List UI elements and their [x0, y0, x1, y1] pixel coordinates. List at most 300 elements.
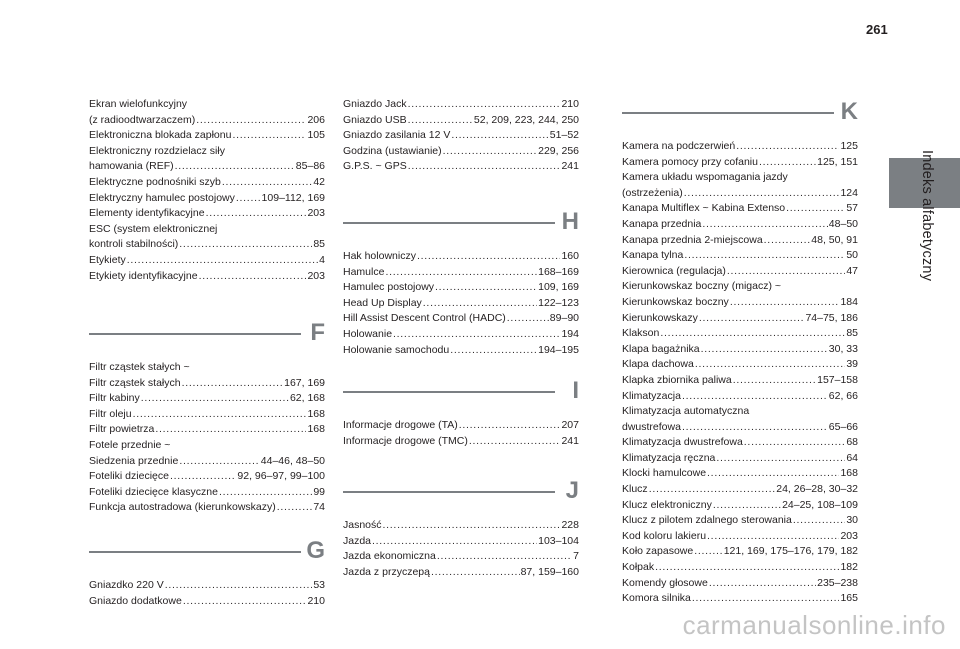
- entry-pages: 235–238: [817, 576, 858, 589]
- index-entry: [622, 451, 858, 467]
- entry-term: Informacje drogowe (TMC): [343, 434, 468, 447]
- dot-leader: [682, 420, 828, 436]
- index-entry: [622, 264, 858, 280]
- entry-term: Foteliki dziecięce klasyczne: [89, 485, 218, 498]
- entry-term: Klucz: [622, 483, 648, 496]
- index-entry: [343, 249, 579, 265]
- dot-leader: [694, 544, 722, 560]
- dot-leader: [183, 594, 307, 610]
- dot-leader: [277, 500, 313, 516]
- entry-pages: 7: [573, 550, 579, 563]
- entry-pages: 229, 256: [538, 144, 579, 157]
- entry-pages: 24, 26–28, 30–32: [776, 483, 858, 496]
- index-entry: [89, 578, 325, 594]
- index-entry: [622, 139, 858, 155]
- index-entry: [89, 376, 325, 392]
- entry-term: Filtr powietrza: [89, 423, 155, 436]
- index-group: [343, 97, 579, 175]
- index-entry: [622, 279, 858, 295]
- entry-term: Kamera układu wspomagania jazdy: [622, 171, 788, 184]
- section-rule: [89, 551, 301, 553]
- index-group: [343, 249, 579, 358]
- dot-leader: [699, 311, 805, 327]
- entry-pages: 103–104: [538, 534, 579, 547]
- dot-leader: [707, 529, 839, 545]
- entry-pages: 168: [307, 423, 325, 436]
- index-group: [622, 139, 858, 607]
- dot-leader: [423, 296, 537, 312]
- entry-pages: 62, 66: [828, 389, 858, 402]
- dot-leader: [707, 466, 839, 482]
- entry-term: Komora silnika: [622, 592, 691, 605]
- entry-pages: 203: [307, 207, 325, 220]
- index-entry: [343, 534, 579, 550]
- entry-term: Fotele przednie ~: [89, 438, 171, 451]
- entry-term: Holowanie: [343, 327, 393, 340]
- index-entry: [622, 529, 858, 545]
- dot-leader: [437, 549, 572, 565]
- entry-term: Foteliki dziecięce: [89, 470, 169, 483]
- entry-term: Filtr cząstek stałych ~: [89, 361, 190, 373]
- index-entry: [343, 565, 579, 581]
- dot-leader: [727, 264, 845, 280]
- index-entry: [343, 418, 579, 434]
- entry-pages: 109, 169: [538, 281, 579, 294]
- entry-pages: 74: [313, 501, 325, 514]
- index-entry: [343, 518, 579, 534]
- entry-pages: 4: [319, 253, 325, 266]
- entry-term: Elektryczny hamulec postojowy: [89, 191, 235, 204]
- entry-term: Kamera na podczerwień: [622, 140, 736, 152]
- entry-pages: 30: [846, 514, 858, 527]
- entry-term: Gniazdo zasilania 12 V: [343, 129, 451, 142]
- index-entry: [622, 155, 858, 171]
- index-entry: [622, 311, 858, 327]
- section-header-g: [89, 536, 325, 570]
- dot-leader: [649, 482, 776, 498]
- dot-leader: [175, 159, 295, 175]
- entry-pages: 210: [561, 98, 579, 110]
- entry-pages: 194: [561, 327, 579, 340]
- entry-pages: 207: [561, 419, 579, 431]
- dot-leader: [219, 485, 312, 501]
- dot-leader: [417, 249, 561, 265]
- entry-pages: 121, 169, 175–176, 179, 182: [723, 545, 858, 558]
- entry-term: Hamulec postojowy: [343, 281, 435, 294]
- entry-term: Klapa dachowa: [622, 358, 694, 371]
- index-entry: [343, 128, 579, 144]
- entry-pages: 125, 151: [817, 155, 858, 168]
- index-entry: [89, 360, 325, 376]
- entry-pages: 44–46, 48–50: [260, 454, 325, 467]
- entry-pages: 168: [307, 407, 325, 420]
- entry-pages: 47: [846, 264, 858, 277]
- entry-term: Gniazdo USB: [343, 113, 407, 126]
- entry-term: Kanapa przednia 2-miejscowa: [622, 233, 763, 246]
- index-entry: [622, 233, 858, 249]
- entry-term: Hill Assist Descent Control (HADC): [343, 312, 506, 325]
- entry-pages: 105: [307, 129, 325, 142]
- entry-term: Godzina (ustawianie): [343, 144, 442, 157]
- index-entry: [343, 97, 579, 113]
- section-letter: H: [561, 208, 579, 235]
- index-entry: [343, 280, 579, 296]
- dot-leader: [709, 576, 816, 592]
- entry-term: Siedzenia przednie: [89, 454, 179, 467]
- entry-term: dwustrefowa: [622, 420, 681, 433]
- index-entry: [622, 295, 858, 311]
- section-letter: J: [565, 477, 579, 504]
- index-entry: [622, 217, 858, 233]
- dot-leader: [179, 237, 312, 253]
- entry-term: Klapka zbiornika paliwa: [622, 373, 732, 386]
- section-rule: [343, 391, 555, 393]
- index-entry: [89, 500, 325, 516]
- dot-leader: [695, 357, 846, 373]
- entry-term: Klucz z pilotem zdalnego sterowania: [622, 514, 792, 527]
- entry-term: Jazda ekonomiczna: [343, 550, 436, 563]
- entry-pages: 122–123: [538, 296, 579, 309]
- index-entry: [622, 498, 858, 514]
- index-entry: [89, 594, 325, 610]
- entry-term: ESC (system elektronicznej: [89, 222, 218, 235]
- dot-leader: [141, 391, 289, 407]
- section-letter: G: [306, 537, 325, 564]
- dot-leader: [764, 233, 811, 249]
- dot-leader: [196, 113, 306, 129]
- entry-term: Informacje drogowe (TA): [343, 419, 458, 431]
- entry-pages: 85: [846, 327, 858, 340]
- entry-pages: 206: [307, 113, 325, 126]
- dot-leader: [682, 389, 828, 405]
- dot-leader: [199, 269, 307, 285]
- entry-pages: 87, 159–160: [520, 565, 579, 578]
- entry-pages: 99: [313, 485, 325, 498]
- page-number: 261: [866, 22, 888, 37]
- index-entry: [89, 438, 325, 454]
- entry-pages: 48, 50, 91: [811, 233, 858, 246]
- entry-term: Hak holowniczy: [343, 250, 416, 262]
- entry-term: Klimatyzacja: [622, 389, 681, 402]
- index-entry: [89, 97, 325, 113]
- index-entry: [343, 113, 579, 129]
- dot-leader: [744, 435, 846, 451]
- entry-term: Kanapa Multiflex ~ Kabina Extenso: [622, 202, 786, 215]
- entry-term: Gniazdo dodatkowe: [89, 594, 182, 607]
- entry-pages: 48–50: [828, 217, 858, 230]
- dot-leader: [793, 513, 845, 529]
- entry-pages: 74–75, 186: [805, 311, 858, 324]
- entry-term: (z radioodtwarzaczem): [89, 113, 196, 126]
- index-entry: [89, 485, 325, 501]
- index-entry: [622, 389, 858, 405]
- entry-pages: 50: [846, 249, 858, 262]
- entry-pages: 24–25, 108–109: [782, 498, 858, 511]
- index-group: [343, 418, 579, 449]
- entry-term: Funkcja autostradowa (kierunkowskazy): [89, 501, 276, 514]
- index-entry: [89, 159, 325, 175]
- index-entry: [622, 544, 858, 560]
- entry-pages: 30, 33: [828, 342, 858, 355]
- dot-leader: [733, 373, 816, 389]
- index-entry: [89, 113, 325, 129]
- dot-leader: [507, 311, 549, 327]
- entry-term: kontroli stabilności): [89, 238, 179, 251]
- entry-pages: 53: [313, 579, 325, 591]
- entry-pages: 168–169: [538, 265, 579, 278]
- dot-leader: [684, 186, 840, 202]
- index-entry: [343, 311, 579, 327]
- entry-term: Filtr cząstek stałych: [89, 376, 181, 389]
- index-entry: [622, 591, 858, 607]
- entry-term: Elektroniczny rozdzielacz siły: [89, 144, 225, 157]
- index-entry: [89, 269, 325, 285]
- dot-leader: [385, 265, 537, 281]
- dot-leader: [431, 565, 520, 581]
- index-group: [89, 97, 325, 284]
- entry-pages: 64: [846, 451, 858, 464]
- entry-term: Komendy głosowe: [622, 576, 708, 589]
- section-rule: [343, 491, 555, 493]
- index-entry: [343, 265, 579, 281]
- index-group: [343, 518, 579, 580]
- entry-pages: 210: [307, 594, 325, 607]
- entry-term: Jazda z przyczepą: [343, 565, 430, 578]
- entry-term: Gniazdo Jack: [343, 98, 407, 110]
- dot-leader: [133, 407, 307, 423]
- entry-term: Klimatyzacja automatyczna: [622, 405, 750, 418]
- index-group: [89, 578, 325, 609]
- entry-term: Kanapa przednia: [622, 217, 702, 230]
- dot-leader: [736, 139, 839, 155]
- section-letter: I: [572, 377, 579, 404]
- entry-pages: 109–112, 169: [261, 191, 325, 204]
- entry-pages: 125: [840, 140, 858, 152]
- index-entry: [89, 191, 325, 207]
- section-letter: K: [840, 98, 858, 125]
- index-entry: [622, 201, 858, 217]
- index-group: [89, 360, 325, 516]
- entry-term: Kanapa tylna: [622, 249, 684, 262]
- dot-leader: [372, 534, 537, 550]
- dot-leader: [450, 343, 537, 359]
- index-entry: [622, 560, 858, 576]
- section-rule: [343, 222, 555, 224]
- entry-pages: 51–52: [549, 129, 579, 142]
- entry-term: Klapa bagażnika: [622, 342, 700, 355]
- entry-term: Koło zapasowe: [622, 545, 694, 558]
- index-entry: [622, 186, 858, 202]
- entry-pages: 182: [840, 561, 858, 574]
- dot-leader: [451, 128, 548, 144]
- dot-leader: [759, 155, 816, 171]
- entry-pages: 168: [840, 467, 858, 480]
- index-entry: [622, 357, 858, 373]
- dot-leader: [786, 201, 845, 217]
- section-header-i: [343, 376, 579, 410]
- entry-term: Filtr oleju: [89, 407, 132, 420]
- index-entry: [89, 206, 325, 222]
- entry-term: Klimatyzacja dwustrefowa: [622, 436, 743, 449]
- entry-pages: 42: [313, 175, 325, 188]
- entry-pages: 167, 169: [284, 376, 325, 389]
- dot-leader: [170, 469, 236, 485]
- section-rule: [89, 333, 301, 335]
- index-entry: [343, 144, 579, 160]
- dot-leader: [408, 159, 561, 175]
- section-header-f: [89, 318, 325, 352]
- entry-term: Elektroniczna blokada zapłonu: [89, 129, 232, 142]
- dot-leader: [692, 591, 840, 607]
- index-entry: [343, 327, 579, 343]
- dot-leader: [459, 418, 561, 434]
- entry-term: hamowania (REF): [89, 160, 174, 173]
- entry-term: Gniazdko 220 V: [89, 579, 164, 591]
- index-entry: [622, 482, 858, 498]
- dot-leader: [127, 253, 318, 269]
- entry-pages: 39: [846, 358, 858, 371]
- index-entry: [89, 222, 325, 238]
- entry-term: Etykiety: [89, 253, 126, 266]
- dot-leader: [165, 578, 313, 594]
- index-entry: [89, 422, 325, 438]
- entry-pages: 203: [307, 269, 325, 282]
- section-rule: [622, 112, 834, 114]
- index-entry: [343, 159, 579, 175]
- index-entry: [622, 170, 858, 186]
- entry-pages: 165: [840, 592, 858, 605]
- entry-pages: 203: [840, 529, 858, 542]
- index-entry: [622, 373, 858, 389]
- entry-pages: 241: [561, 160, 579, 173]
- dot-leader: [393, 327, 560, 343]
- entry-pages: 65–66: [828, 420, 858, 433]
- entry-pages: 85–86: [295, 160, 325, 173]
- entry-pages: 57: [846, 202, 858, 215]
- index-entry: [89, 144, 325, 160]
- entry-pages: 52, 209, 223, 244, 250: [473, 113, 579, 126]
- index-entry: [343, 549, 579, 565]
- entry-term: Kod koloru lakieru: [622, 529, 707, 542]
- entry-pages: 241: [561, 434, 579, 447]
- entry-term: Klucz elektroniczny: [622, 498, 712, 511]
- dot-leader: [236, 191, 261, 207]
- dot-leader: [155, 422, 306, 438]
- dot-leader: [716, 451, 845, 467]
- dot-leader: [435, 280, 537, 296]
- index-entry: [622, 248, 858, 264]
- dot-leader: [713, 498, 781, 514]
- index-entry: [89, 253, 325, 269]
- entry-term: Kierunkowskaz boczny: [622, 295, 729, 308]
- index-entry: [343, 434, 579, 450]
- dot-leader: [702, 217, 827, 233]
- entry-term: Jazda: [343, 534, 372, 547]
- entry-pages: 160: [561, 250, 579, 262]
- watermark: carmanualsonline.info: [682, 610, 946, 640]
- entry-pages: 85: [313, 238, 325, 251]
- index-entry: [622, 576, 858, 592]
- index-entry: [622, 404, 858, 420]
- index-entry: [622, 466, 858, 482]
- entry-pages: 62, 168: [289, 392, 325, 405]
- dot-leader: [660, 326, 845, 342]
- entry-term: Kierunkowskazy: [622, 311, 698, 324]
- dot-leader: [182, 376, 284, 392]
- entry-pages: 157–158: [817, 373, 858, 386]
- dot-leader: [206, 206, 307, 222]
- dot-leader: [408, 97, 561, 113]
- entry-term: G.P.S. ~ GPS: [343, 160, 407, 173]
- entry-pages: 184: [840, 295, 858, 308]
- entry-term: Kierunkowskaz boczny (migacz) ~: [622, 280, 782, 293]
- index-entry: [622, 435, 858, 451]
- index-entry: [343, 296, 579, 312]
- index-entry: [89, 175, 325, 191]
- entry-term: Head Up Display: [343, 296, 422, 309]
- section-header-k: [622, 97, 858, 131]
- dot-leader: [469, 434, 561, 450]
- index-entry: [343, 343, 579, 359]
- entry-term: Hamulce: [343, 265, 385, 278]
- dot-leader: [701, 342, 828, 358]
- index-entry: [622, 326, 858, 342]
- side-tab-label: Indeks alfabetyczny: [919, 150, 935, 282]
- entry-pages: 228: [561, 519, 579, 531]
- entry-term: (ostrzeżenia): [622, 186, 683, 199]
- entry-term: Elektryczne podnośniki szyb: [89, 175, 221, 188]
- index-entry: [89, 237, 325, 253]
- entry-pages: 194–195: [538, 343, 579, 356]
- entry-pages: 92, 96–97, 99–100: [237, 470, 325, 483]
- dot-leader: [408, 113, 473, 129]
- index-entry: [89, 407, 325, 423]
- section-header-h: [343, 207, 579, 241]
- index-entry: [622, 420, 858, 436]
- dot-leader: [179, 454, 259, 470]
- dot-leader: [383, 518, 561, 534]
- dot-leader: [730, 295, 840, 311]
- entry-term: Etykiety identyfikacyjne: [89, 269, 198, 282]
- index-entry: [89, 454, 325, 470]
- entry-term: Klakson: [622, 327, 660, 340]
- index-entry: [89, 469, 325, 485]
- dot-leader: [222, 175, 312, 191]
- entry-term: Elementy identyfikacyjne: [89, 207, 205, 220]
- entry-pages: 68: [846, 436, 858, 449]
- entry-term: Klimatyzacja ręczna: [622, 451, 716, 464]
- entry-term: Holowanie samochodu: [343, 343, 450, 356]
- entry-pages: 124: [840, 186, 858, 199]
- section-header-j: [343, 476, 579, 510]
- entry-term: Ekran wielofunkcyjny: [89, 98, 188, 110]
- entry-term: Klocki hamulcowe: [622, 467, 707, 480]
- index-entry: [622, 342, 858, 358]
- dot-leader: [684, 248, 845, 264]
- entry-term: Kierownica (regulacja): [622, 264, 726, 277]
- index-entry: [622, 513, 858, 529]
- section-letter: F: [310, 319, 325, 346]
- entry-term: Jasność: [343, 519, 382, 531]
- index-entry: [89, 391, 325, 407]
- entry-term: Filtr kabiny: [89, 392, 140, 405]
- dot-leader: [232, 128, 306, 144]
- dot-leader: [655, 560, 839, 576]
- entry-term: Kamera pomocy przy cofaniu: [622, 155, 758, 168]
- entry-pages: 89–90: [549, 312, 579, 325]
- index-entry: [89, 128, 325, 144]
- dot-leader: [443, 144, 537, 160]
